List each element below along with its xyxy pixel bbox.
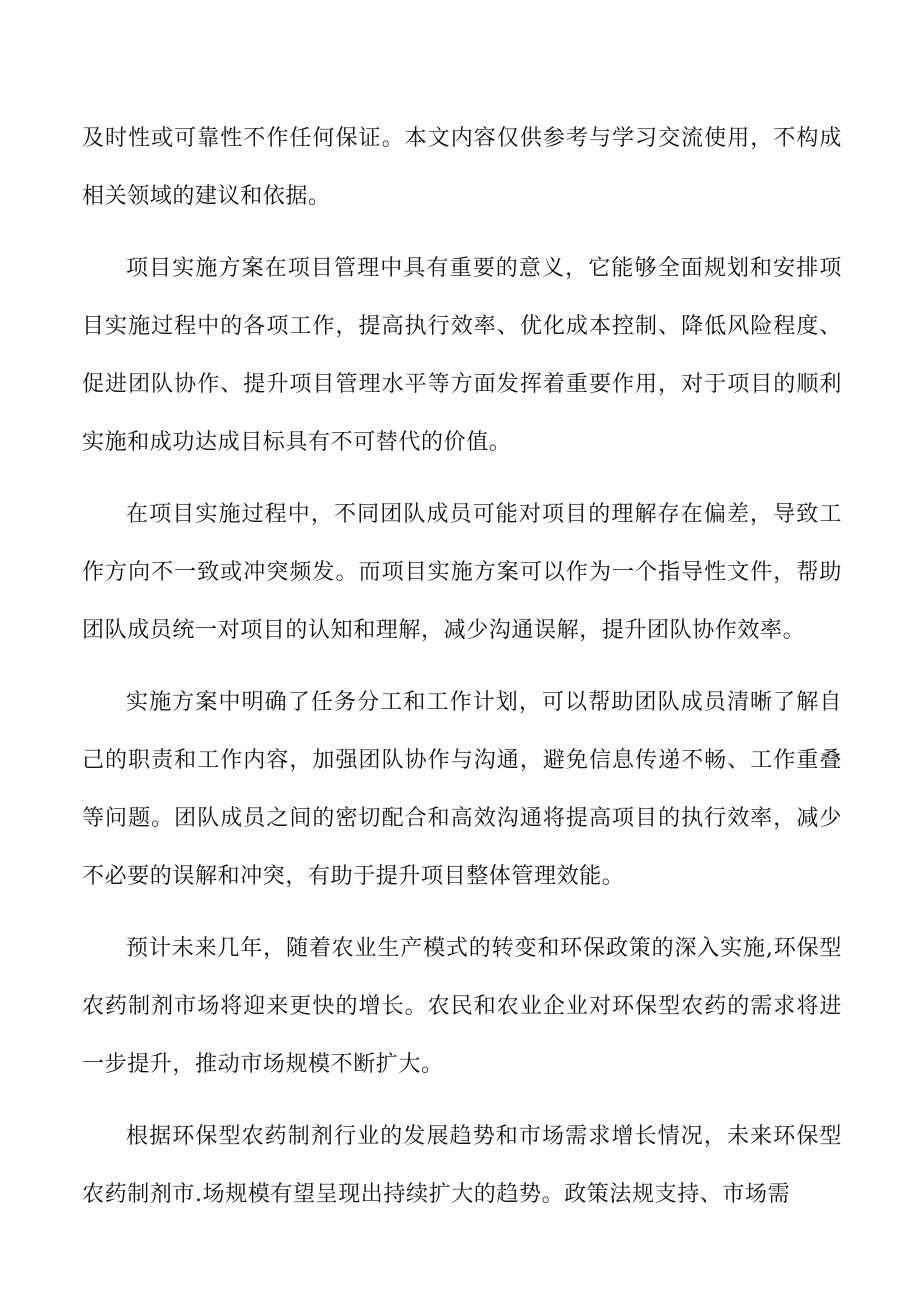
paragraph-implementation-plan-significance: 项目实施方案在项目管理中具有重要的意义，它能够全面规划和安排项目实施过程中的各项工作，提高执行效率、优化成本控制、降低风险程度、促进团队协作、提升项目管理水平等方面发挥着重要作用，对于项目的顺利实施和成功达成目标具有不可替代的价值。: [82, 256, 842, 455]
paragraph-task-division: 实施方案中明确了任务分工和工作计划，可以帮助团队成员清晰了解自己的职责和工作内容，加强团队协作与沟通，避免信息传递不畅、工作重叠等问题。团队成员之间的密切配合和高效沟通将提高项目的执行效率，减少不必要的误解和冲突，有助于提升项目整体管理效能。: [82, 690, 842, 889]
paragraph-market-forecast: 预计未来几年，随着农业生产模式的转变和环保政策的深入实施,环保型农药制剂市场将迎来更快的增长。农民和农业企业对环保型农药的需求将进一步提升，推动市场规模不断扩大。: [82, 936, 842, 1077]
paragraph-team-understanding: 在项目实施过程中，不同团队成员可能对项目的理解存在偏差，导致工作方向不一致或冲突频发。而项目实施方案可以作为一个指导性文件，帮助团队成员统一对项目的认知和理解，减少沟通误解，提升团队协作效率。: [82, 502, 842, 643]
paragraph-market-scale-trend: 根据环保型农药制剂行业的发展趋势和市场需求增长情况，未来环保型农药制剂市.场规模有望呈现出持续扩大的趋势。政策法规支持、市场需: [82, 1124, 842, 1207]
paragraph-disclaimer-continued: 及时性或可靠性不作任何保证。本文内容仅供参考与学习交流使用，不构成相关领域的建议和依据。: [82, 126, 842, 209]
document-body: [82, 110, 842, 1224]
